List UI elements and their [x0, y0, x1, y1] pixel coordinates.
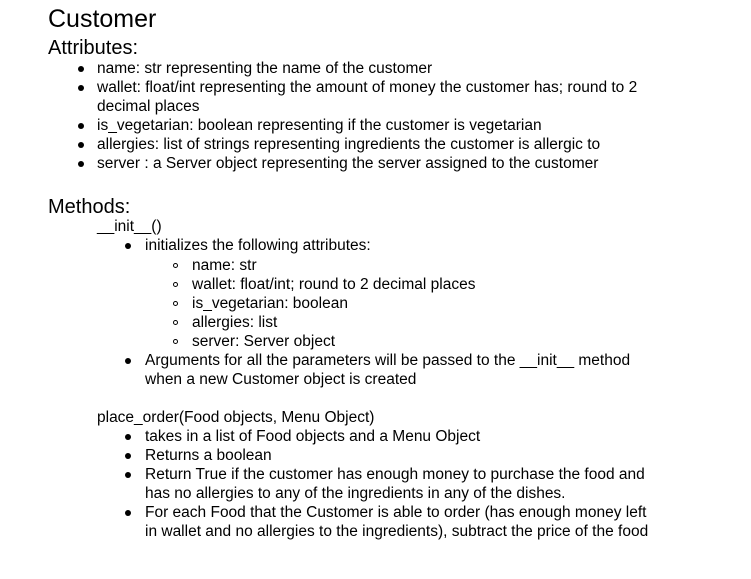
bullet-icon [78, 161, 84, 167]
bullet-icon [125, 472, 131, 478]
init-arguments-line2: when a new Customer object is created [145, 371, 417, 388]
init-attr-server: server: Server object [192, 333, 335, 350]
bullet-icon [125, 434, 131, 440]
init-attr-allergies: allergies: list [192, 314, 278, 331]
place-order-for-each-continued: in wallet and no allergies to the ingredients), subtract the price of the food [145, 523, 649, 540]
attribute-is-vegetarian: is_vegetarian: boolean representing if the customer is vegetarian [97, 117, 542, 134]
attribute-server: server : a Server object representing the server assigned to the customer [97, 155, 599, 172]
attribute-wallet-continued: decimal places [97, 98, 200, 115]
bullet-icon [125, 510, 131, 516]
hollow-bullet-icon [173, 320, 178, 325]
bullet-icon [78, 85, 84, 91]
bullet-icon [125, 358, 131, 364]
page-title: Customer [48, 5, 157, 33]
hollow-bullet-icon [173, 263, 178, 268]
init-attr-name: name: str [192, 257, 257, 274]
attribute-wallet: wallet: float/int representing the amount of money the customer has; round to 2 [97, 79, 638, 96]
attribute-allergies: allergies: list of strings representing ingredients the customer is allergic to [97, 136, 601, 153]
init-arguments-line1: Arguments for all the parameters will be passed to the __init__ method [145, 352, 631, 369]
hollow-bullet-icon [173, 282, 178, 287]
bullet-icon [125, 453, 131, 459]
bullet-icon [125, 243, 131, 249]
place-order-return-true-continued: has no allergies to any of the ingredients in any of the dishes. [145, 485, 566, 502]
place-order-method-name: place_order(Food objects, Menu Object) [97, 409, 375, 426]
place-order-takes: takes in a list of Food objects and a Menu Object [145, 428, 481, 445]
hollow-bullet-icon [173, 339, 178, 344]
init-intro: initializes the following attributes: [145, 237, 371, 254]
attributes-heading: Attributes: [48, 37, 139, 59]
hollow-bullet-icon [173, 301, 178, 306]
bullet-icon [78, 66, 84, 72]
bullet-icon [78, 142, 84, 148]
init-attr-wallet: wallet: float/int; round to 2 decimal places [192, 276, 476, 293]
bullet-icon [78, 123, 84, 129]
place-order-for-each: For each Food that the Customer is able to order (has enough money left [145, 504, 647, 521]
place-order-returns: Returns a boolean [145, 447, 272, 464]
attribute-name: name: str representing the name of the customer [97, 60, 433, 77]
init-attr-is-vegetarian: is_vegetarian: boolean [192, 295, 348, 312]
methods-heading: Methods: [48, 196, 131, 218]
init-method-name: __init__() [97, 218, 162, 235]
place-order-return-true: Return True if the customer has enough money to purchase the food and [145, 466, 645, 483]
